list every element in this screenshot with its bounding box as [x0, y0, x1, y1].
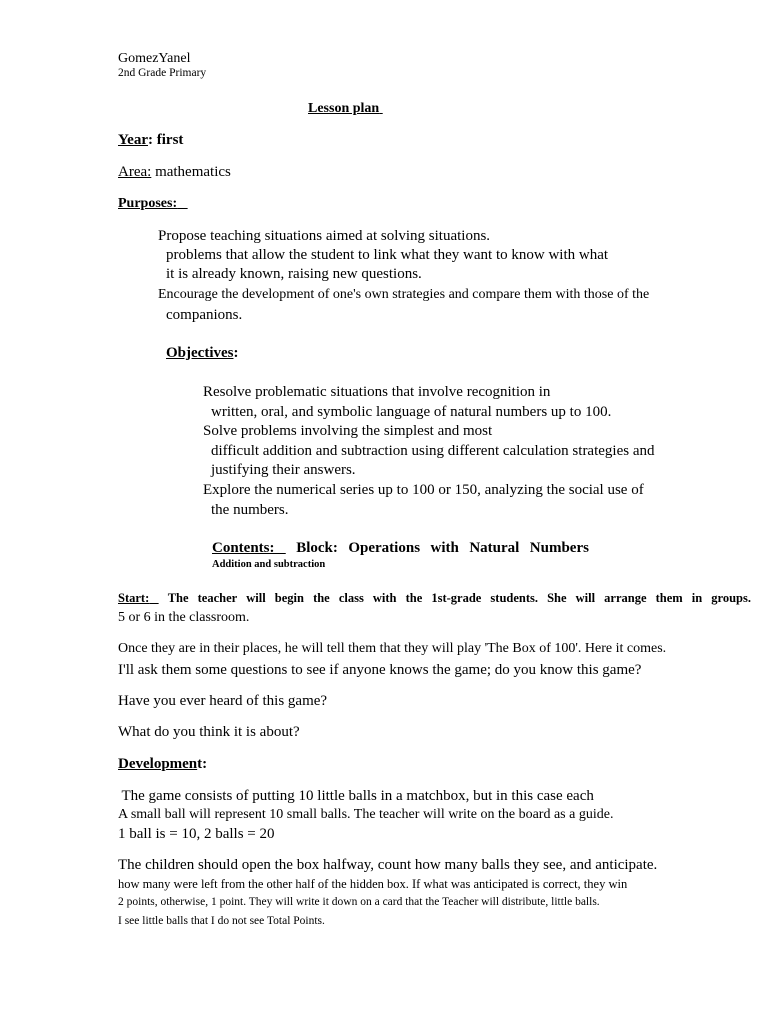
contents-word: Numbers	[529, 540, 589, 556]
year-line	[118, 133, 183, 148]
contents-subtitle: Addition and subtraction	[212, 559, 326, 570]
purpose-item-2: Encourage the development of one's own strategies and compare them with those of the	[158, 287, 650, 302]
year-label: Year	[118, 132, 148, 148]
objective-item-2-line-3: justifying their answers.	[211, 462, 356, 478]
objective-item-2-line-2: difficult addition and subtraction using different calculation strategies and	[211, 443, 655, 459]
grade-label: 2nd Grade Primary	[118, 67, 207, 79]
start-paragraph-4: Have you ever heard of this game?	[118, 693, 328, 709]
start-paragraph-3: I'll ask them some questions to see if anyone knows the game; do you know this game?	[118, 662, 642, 678]
development-p1-line-1: The game consists of putting 10 little balls in a matchbox, but in this case each	[118, 788, 594, 804]
development-heading: Development:	[118, 756, 208, 772]
start-paragraph-5: What do you think it is about?	[118, 724, 300, 740]
purpose-item-1-line-2: problems that allow the student to link what they want to know with what	[166, 247, 609, 263]
contents-word: with	[430, 540, 459, 556]
development-p1-line-3: 1 ball is = 10, 2 balls = 20	[118, 826, 275, 842]
area-line	[118, 165, 231, 180]
contents-word: Natural	[469, 540, 520, 556]
purpose-item-2-line-2: companions.	[166, 307, 243, 323]
year-value: : first	[148, 132, 184, 148]
page-title: Lesson plan	[308, 101, 380, 116]
objective-item-2: Solve problems involving the simplest and most	[203, 423, 493, 439]
purpose-item-1-line-3: it is already known, raising new questions.	[166, 266, 422, 282]
development-p2-line-2: how many were left from the other half of the hidden box. If what was anticipated is correct, they win	[118, 877, 628, 891]
development-p2-line-4: I see little balls that I do not see Total Points.	[118, 915, 325, 927]
purposes-heading: Purposes:	[118, 196, 178, 211]
objective-item-1: Resolve problematic situations that involve recognition in	[203, 384, 551, 400]
purpose-item-1: Propose teaching situations aimed at solving situations.	[158, 228, 491, 244]
contents-word: Operations	[348, 540, 421, 556]
development-p2-line-3: 2 points, otherwise, 1 point. They will write it down on a card that the Teacher will distribute, little balls.	[118, 896, 600, 908]
author-name: GomezYanel	[118, 51, 191, 66]
objective-item-3: Explore the numerical series up to 100 or 150, analyzing the social use of	[203, 482, 644, 498]
start-paragraph-2: Once they are in their places, he will tell them that they will play 'The Box of 100'. Here it comes.	[118, 641, 667, 656]
objectives-heading: Objectives:	[166, 345, 239, 361]
area-label: Area:	[118, 164, 152, 180]
contents-label: Contents:	[212, 540, 275, 556]
objective-item-3-line-2: the numbers.	[211, 502, 289, 518]
objective-item-1-line-2: written, oral, and symbolic language of natural numbers up to 100.	[211, 404, 612, 420]
start-line-1: Start: The teacher will begin the class with the 1st-grade students. She will arrange them in groups.	[118, 591, 751, 605]
start-label: Start:	[118, 591, 150, 605]
development-p1-line-2: A small ball will represent 10 small balls. The teacher will write on the board as a guide.	[118, 807, 614, 822]
start-line-2: 5 or 6 in the classroom.	[118, 610, 250, 625]
contents-heading	[212, 541, 589, 556]
contents-word: Block:	[296, 540, 338, 556]
development-p2-line-1: The children should open the box halfway, count how many balls they see, and anticipate.	[118, 857, 658, 873]
area-value: mathematics	[151, 164, 231, 180]
